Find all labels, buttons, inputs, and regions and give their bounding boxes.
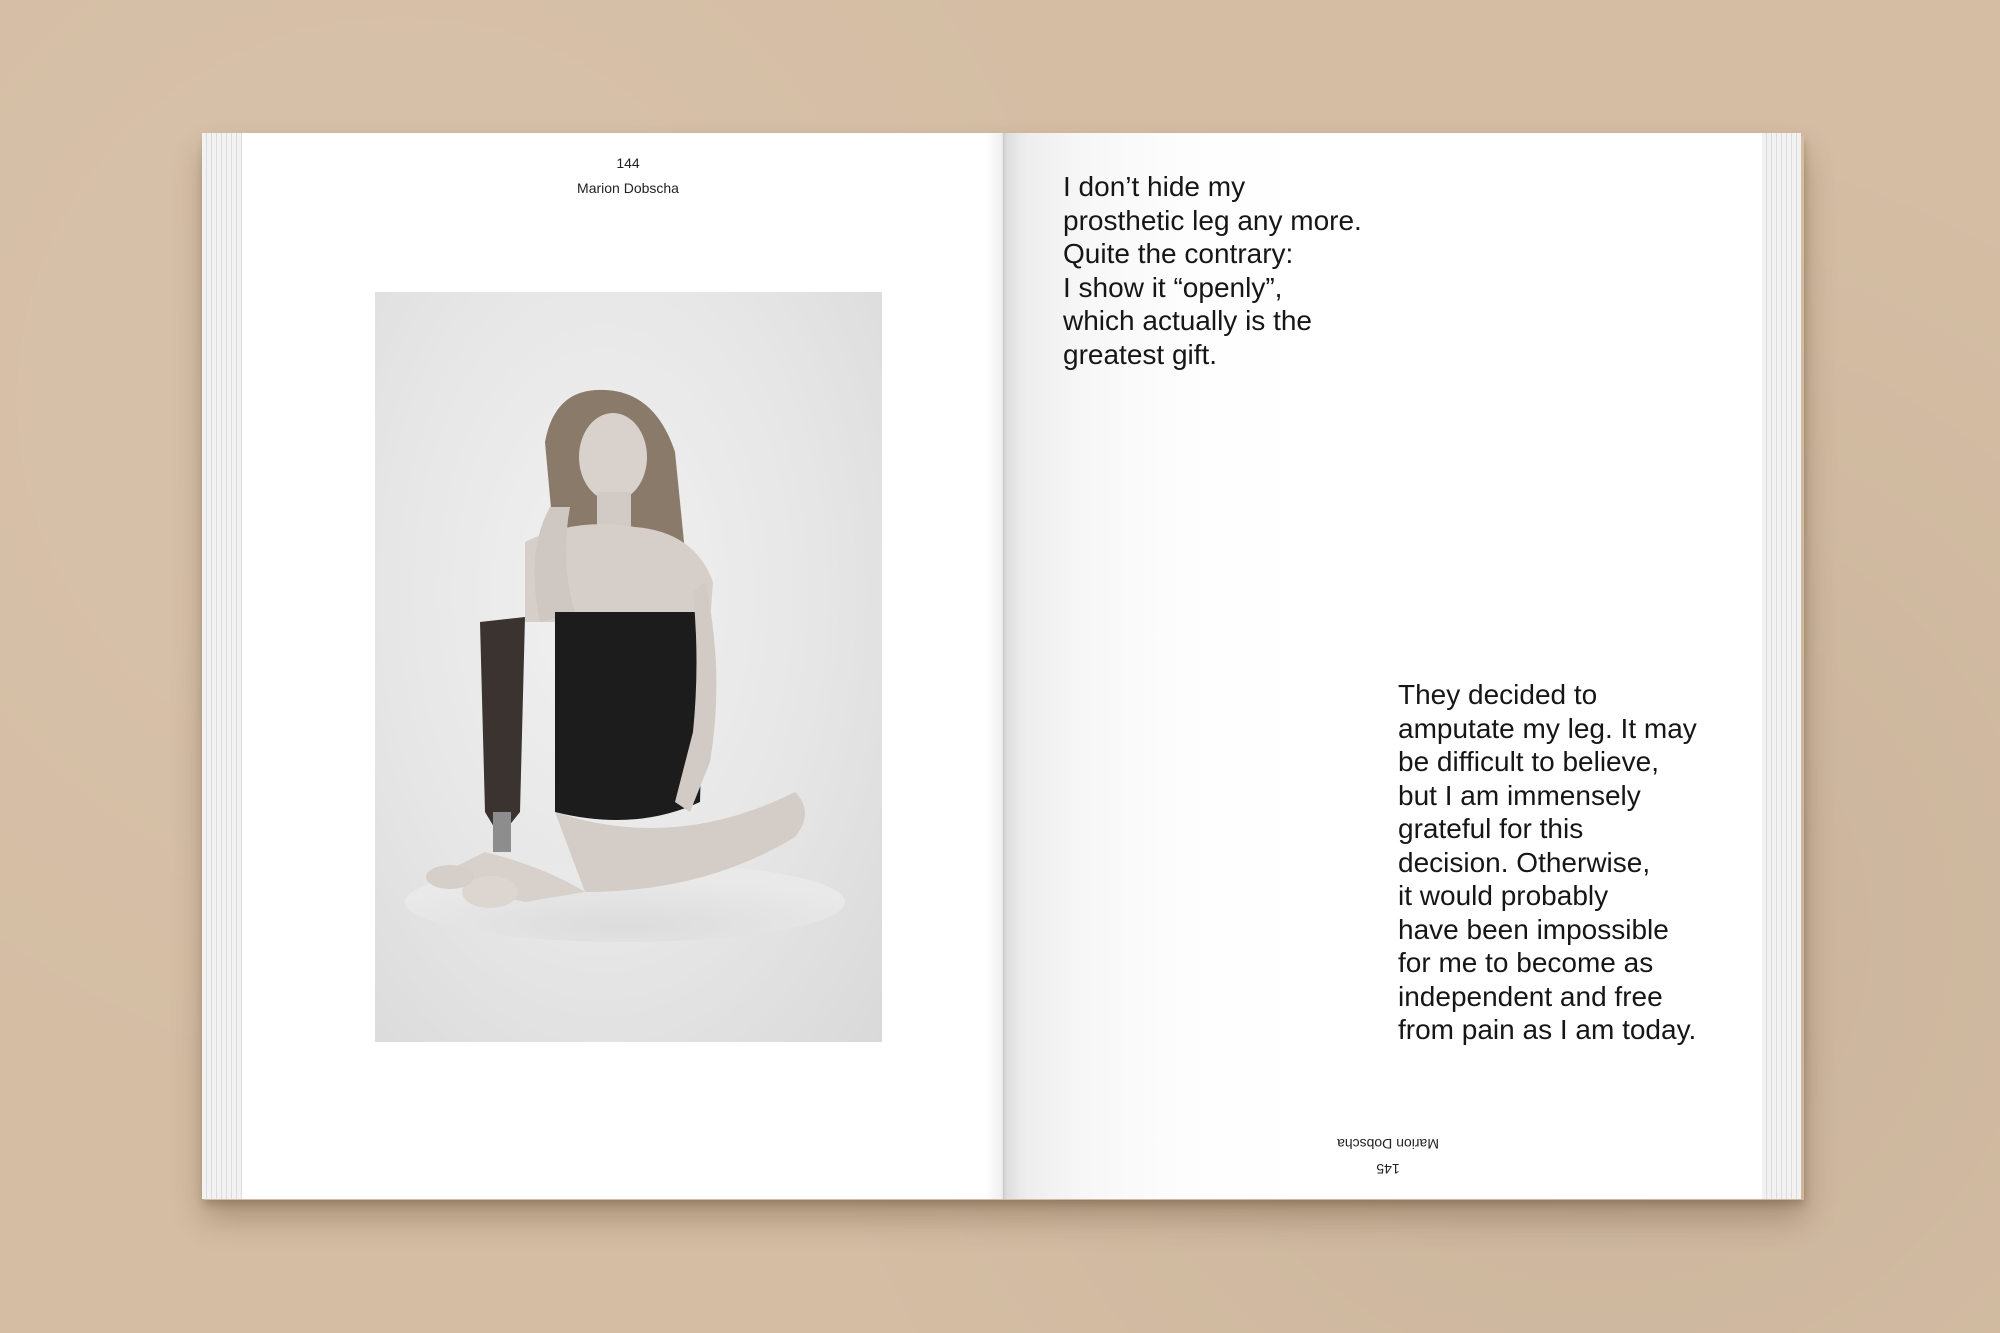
portrait-photo: [375, 292, 882, 1042]
page-number-left: 144: [616, 155, 640, 171]
left-page-edges: [202, 133, 242, 1199]
pull-quote-top: I don’t hide my prosthetic leg any more. Quite the contrary: I show it “openly”, which actually is the greatest gift.: [1063, 171, 1362, 370]
book-gutter: [985, 133, 1021, 1199]
author-name-right-inverted: Marion Dobscha: [1337, 1136, 1439, 1152]
pull-quote-bottom: They decided to amputate my leg. It may be difficult to believe, but I am immensely grateful for this decision. Otherwise, it would probably have been impossible for me to become as independent and free from pain as I am today.: [1398, 679, 1697, 1045]
right-page-edges: [1762, 133, 1801, 1199]
author-name-left: Marion Dobscha: [577, 180, 679, 196]
portrait-illustration: [375, 292, 882, 1042]
page-number-right-inverted: 145: [1376, 1161, 1400, 1177]
